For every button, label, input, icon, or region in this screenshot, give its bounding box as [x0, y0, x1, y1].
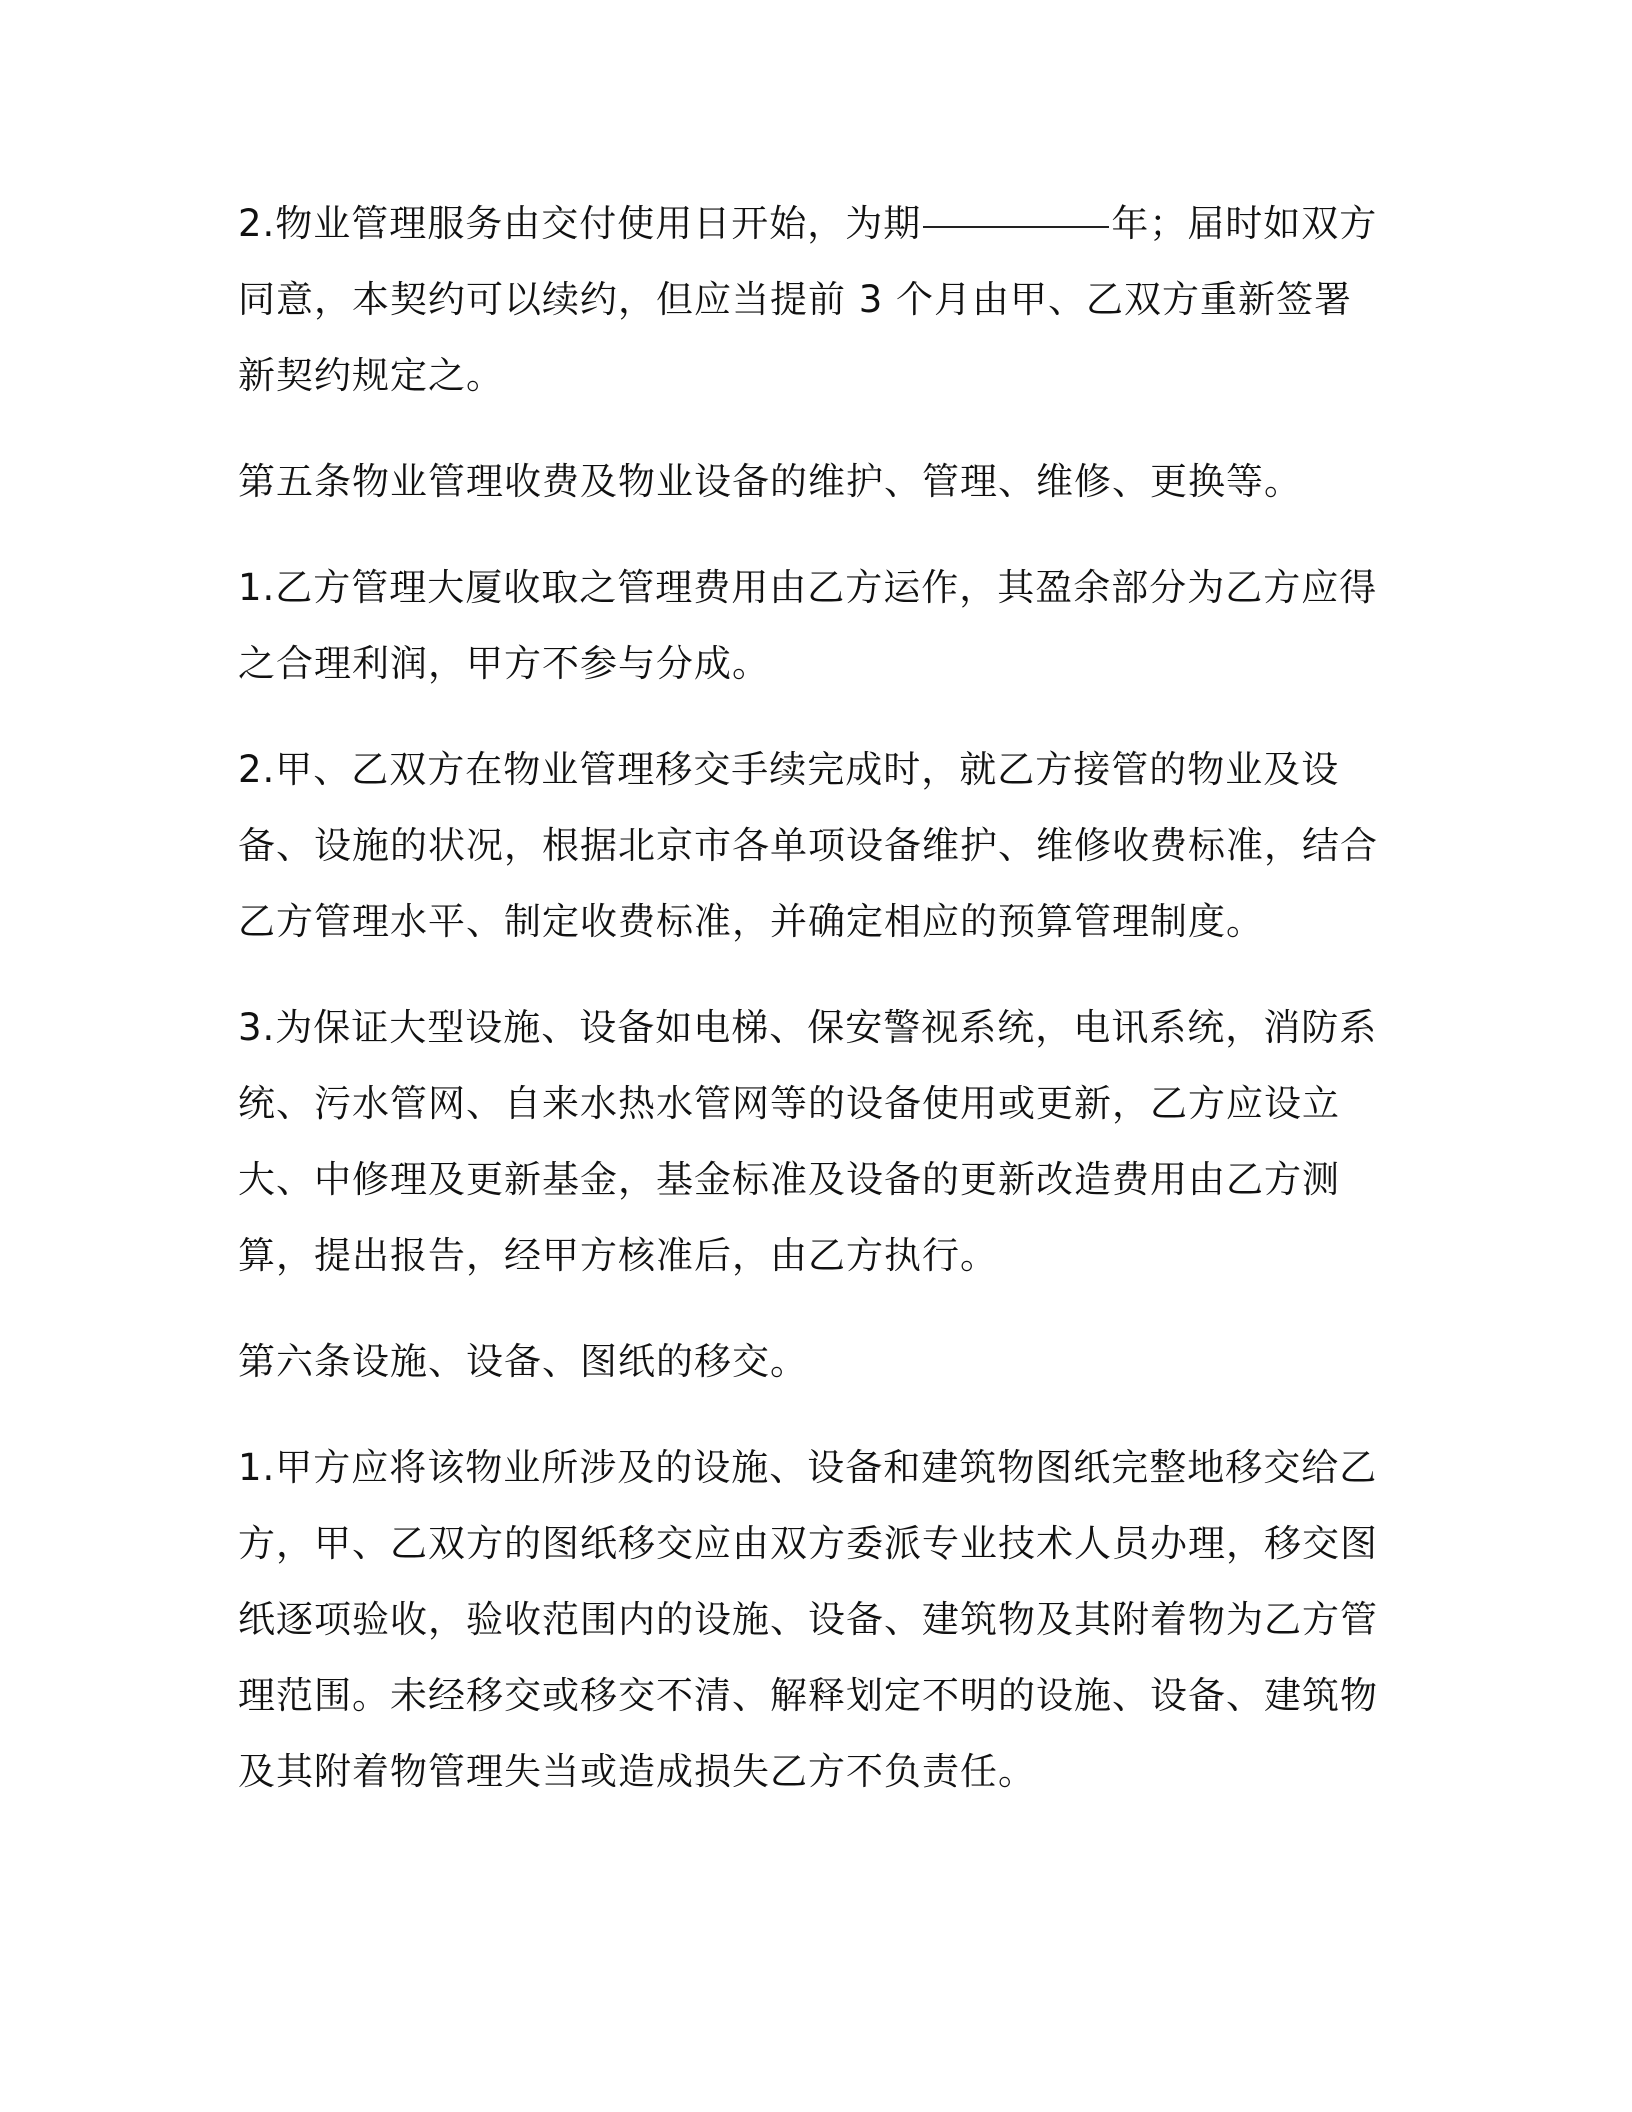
paragraph-fee-standard: 2.甲、乙双方在物业管理移交手续完成时，就乙方接管的物业及设备、设施的状况，根据北京市各单项设备维护、维修收费标准，结合乙方管理水平、制定收费标准，并确定相应的预算管理制度。	[238, 748, 1378, 943]
paragraph-repair-fund: 3.为保证大型设施、设备如电梯、保安警视系统，电讯系统，消防系统、污水管网、自来水热水管网等的设备使用或更新，乙方应设立大、中修理及更新基金，基金标准及设备的更新改造费用由乙方测算，提出报告，经甲方核准后，由乙方执行。	[238, 1006, 1378, 1277]
article-6-heading: 第六条设施、设备、图纸的移交。	[238, 1340, 808, 1383]
paragraph-service-term	[238, 186, 1378, 414]
service-term-text-start: 2.物业管理服务由交付使用日开始，为期	[238, 202, 922, 245]
article-5-heading: 第五条物业管理收费及物业设备的维护、管理、维修、更换等。	[238, 460, 1302, 503]
term-years-blank	[923, 225, 1109, 228]
paragraph-drawing-handover: 1.甲方应将该物业所涉及的设施、设备和建筑物图纸完整地移交给乙方，甲、乙双方的图纸移交应由双方委派专业技术人员办理，移交图纸逐项验收，验收范围内的设施、设备、建筑物及其附着物为乙方管理范围。未经移交或移交不清、解释划定不明的设施、设备、建筑物及其附着物管理失当或造成损失乙方不负责任。	[238, 1446, 1378, 1793]
service-term-text-end: 年；届时如双方同意，本契约可以续约，但应当提前 3 个月由甲、乙双方重新签署新契约规定之。	[238, 202, 1378, 397]
paragraph-management-fee: 1.乙方管理大厦收取之管理费用由乙方运作，其盈余部分为乙方应得之合理利润，甲方不参与分成。	[238, 566, 1378, 685]
document-body	[238, 186, 1378, 1840]
